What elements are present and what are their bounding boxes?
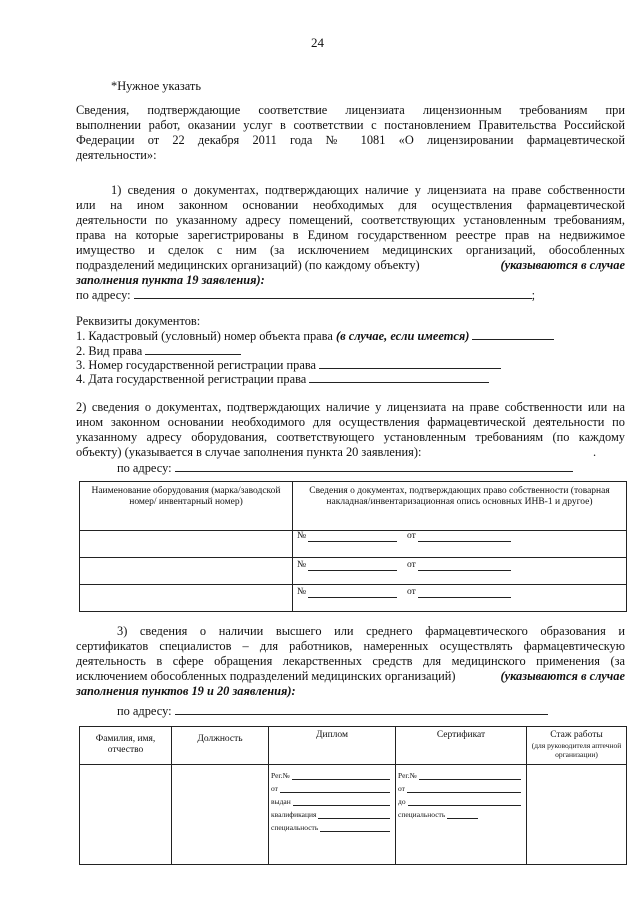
s1-line-6-text: подразделений медицинских организаций) (по каждому объекту) <box>76 258 420 272</box>
doc-number-field[interactable] <box>308 532 397 542</box>
certificate-to-field[interactable] <box>408 796 521 806</box>
s1-line-3: деятельности по указанному адресу помещений, соответствующих установленным требованиям, <box>76 213 625 227</box>
equipment-name-header-text: Наименование оборудования (марка/заводской номер/ инвентарный номер) <box>91 486 281 507</box>
registration-date-field[interactable] <box>309 371 489 383</box>
position-header-text: Должность <box>197 734 243 744</box>
requisite-1-italic: (в случае, если имеется) <box>335 329 470 343</box>
certificate-specialty-label: специальность <box>398 809 446 819</box>
s3-address-label: по адресу: <box>117 704 172 718</box>
equipment-table <box>79 481 627 612</box>
doc-number-label: № <box>297 587 307 597</box>
s1-line-6 <box>76 258 625 273</box>
s3-line-4-text: исключением обособленных подразделений медицинских организаций) <box>76 669 456 683</box>
s2-line-4: объекту) (указывается в случае заполнения пункта 20 заявления): <box>76 445 422 459</box>
certificate-specialty-field[interactable] <box>447 809 478 819</box>
ownership-docs-header-text: Сведения о документах, подтверждающих право собственности (товарная накладная/инвентаризационная опись основных ИНВ-1 и другое) <box>309 486 610 507</box>
intro-line-4: деятельности»: <box>76 148 157 162</box>
doc-date-label: от <box>407 560 416 570</box>
certificate-header-text: Сертификат <box>436 730 486 740</box>
s3-line-4-italic: (указываются в случае <box>500 669 625 683</box>
intro-line-1: Сведения, подтверждающие соответствие лицензиата лицензионным требованиям при <box>76 103 625 117</box>
position-cell[interactable] <box>172 765 269 865</box>
requisite-1 <box>76 328 554 344</box>
experience-cell[interactable] <box>527 765 627 865</box>
position-header <box>172 727 269 765</box>
s2-line-4-end: . <box>593 445 597 459</box>
diploma-qualification-field[interactable] <box>318 809 390 819</box>
requisite-4-label: 4. Дата государственной регистрации права <box>76 372 307 386</box>
s1-line-5: имущество и сделок с ним (за исключением медицинских организаций, обособленных <box>76 243 625 257</box>
doc-date-label: от <box>407 531 416 541</box>
s1-line-6-italic: (указываются в случае <box>500 258 625 272</box>
certificate-reg-label: Рег.№ <box>398 770 417 780</box>
full-name-cell[interactable] <box>80 765 172 865</box>
diploma-header-text: Диплом <box>316 730 348 740</box>
requisite-1-label: 1. Кадастровый (условный) номер объекта права <box>76 329 336 343</box>
note-text: *Нужное указать <box>111 79 201 93</box>
diploma-issued-field[interactable] <box>293 796 390 806</box>
specialists-table <box>79 726 627 865</box>
certificate-from-field[interactable] <box>407 783 521 793</box>
s1-address-label: по адресу: <box>76 288 131 302</box>
page-number: 24 <box>311 35 324 50</box>
s2-line-1: 2) сведения о документах, подтверждающих наличие у лицензиата на праве собственности или на <box>76 400 625 414</box>
s2-address-field[interactable] <box>175 460 573 472</box>
s2-address-row <box>117 460 573 476</box>
diploma-reg-field[interactable] <box>292 770 390 780</box>
cadastral-number-field[interactable] <box>472 328 554 340</box>
right-type-field[interactable] <box>145 343 241 355</box>
registration-number-field[interactable] <box>319 357 501 369</box>
certificate-reg-field[interactable] <box>419 770 521 780</box>
diploma-date-field[interactable] <box>280 783 390 793</box>
intro-line-3: Федерации от 22 декабря 2011 года № 1081 «О лицензировании фармацевтической <box>76 133 625 147</box>
ownership-docs-cell <box>293 585 627 612</box>
s1-address-row <box>76 287 535 303</box>
experience-header-text: Стаж работы <box>550 730 603 740</box>
full-name-header-text: Фамилия, имя, отчество <box>95 734 156 755</box>
requisite-3-label: 3. Номер государственной регистрации права <box>76 358 317 372</box>
s3-line-5: заполнения пунктов 19 и 20 заявления): <box>76 684 296 698</box>
s3-line-2: сертификатов специалистов – для работников, намеренных осуществлять фармацевтическую <box>76 639 625 653</box>
requisite-4 <box>76 371 489 387</box>
certificate-cell <box>396 765 527 865</box>
diploma-qualification-label: квалификация <box>271 809 317 819</box>
requisite-2-label: 2. Вид права <box>76 344 143 358</box>
ownership-docs-cell <box>293 558 627 585</box>
experience-header-note: (для руководителя аптечной организации) <box>531 741 622 759</box>
s3-address-field[interactable] <box>175 703 548 715</box>
s1-address-field[interactable] <box>134 287 532 299</box>
doc-number-field[interactable] <box>308 561 397 571</box>
equipment-name-cell[interactable] <box>80 531 293 558</box>
equipment-name-header <box>80 482 293 531</box>
s1-line-1: 1) сведения о документах, подтверждающих наличие у лицензиата на праве собственности <box>111 183 625 197</box>
doc-number-field[interactable] <box>308 588 397 598</box>
s1-line-4: права на которые зарегистрированы в Едином государственном реестре прав на недвижимое <box>76 228 625 242</box>
doc-number-label: № <box>297 560 307 570</box>
s3-line-4 <box>76 669 625 684</box>
equipment-name-cell[interactable] <box>80 558 293 585</box>
s2-address-label: по адресу: <box>117 461 172 475</box>
full-name-header <box>80 727 172 765</box>
doc-date-field[interactable] <box>418 588 511 598</box>
diploma-issued-label: выдан <box>271 796 291 806</box>
s3-line-3: деятельность в сфере обращения лекарственных средств для медицинского применения (за <box>76 654 625 668</box>
doc-date-field[interactable] <box>418 561 511 571</box>
certificate-header <box>396 727 527 765</box>
s2-line-3: указанному адресу оборудования, соответствующего установленным требованиям (по каждому <box>76 430 625 444</box>
s1-line-7: заполнения пункта 19 заявления): <box>76 273 265 287</box>
s2-line-2: ином законном основании необходимого для осуществления фармацевтической деятельности по <box>76 415 625 429</box>
diploma-specialty-label: специальность <box>271 822 319 832</box>
diploma-specialty-field[interactable] <box>320 822 390 832</box>
doc-date-field[interactable] <box>418 532 511 542</box>
s3-line-1: 3) сведения о наличии высшего или среднего фармацевтического образования и <box>117 624 625 638</box>
doc-date-label: от <box>407 587 416 597</box>
ownership-docs-cell <box>293 531 627 558</box>
diploma-date-label: от <box>271 783 278 793</box>
equipment-name-cell[interactable] <box>80 585 293 612</box>
diploma-header <box>269 727 396 765</box>
s3-address-row <box>117 703 548 719</box>
certificate-to-label: до <box>398 796 406 806</box>
diploma-reg-label: Рег.№ <box>271 770 290 780</box>
ownership-docs-header <box>293 482 627 531</box>
s1-address-end: ; <box>531 288 536 302</box>
intro-line-2: выполнении работ, оказании услуг в соответствии с постановлением Правительства Российской <box>76 118 625 132</box>
doc-number-label: № <box>297 531 307 541</box>
certificate-from-label: от <box>398 783 405 793</box>
diploma-cell <box>269 765 396 865</box>
s1-line-2: или на ином законном основании необходимых для осуществления фармацевтической <box>76 198 625 212</box>
experience-header <box>527 727 627 765</box>
requisites-title: Реквизиты документов: <box>76 314 201 328</box>
